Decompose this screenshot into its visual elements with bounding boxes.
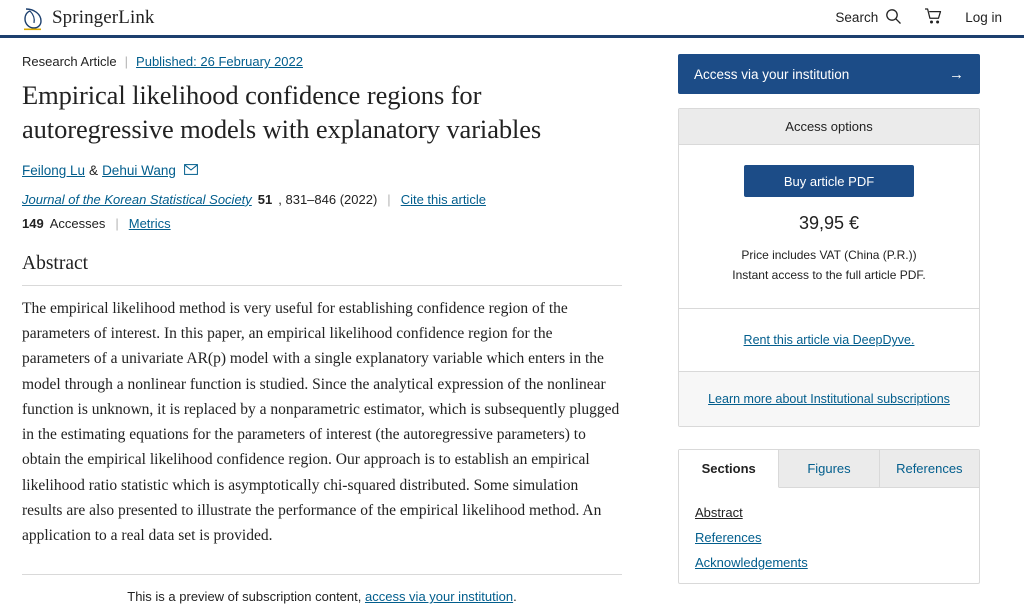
access-via-institution-button[interactable]: [678, 54, 980, 94]
access-options-title: Access options: [679, 109, 979, 145]
rent-article-block: [679, 309, 979, 372]
journal-name-link[interactable]: Journal of the Korean Statistical Society: [22, 191, 252, 207]
abstract-heading: Abstract: [22, 253, 622, 286]
article-sidebar: [678, 54, 980, 604]
search-label: Search: [835, 10, 879, 25]
author-link-2[interactable]: Dehui Wang: [102, 162, 176, 178]
springerlink-logo[interactable]: [22, 7, 155, 29]
section-link-acknowledgements[interactable]: [695, 550, 963, 575]
preview-suffix: .: [513, 589, 517, 605]
article-price: 39,95 €: [798, 213, 860, 233]
journal-volume: 51: [257, 191, 273, 207]
learn-more-subscriptions-link[interactable]: Learn more about Institutional subscriptions: [708, 392, 950, 406]
sections-navigation-card: [678, 449, 980, 584]
abstract-text: The empirical likelihood method is very useful for establishing confidence region of the parameters of interest. In this paper, an empirical likelihood confidence region for the parameters of a univariate AR(p) model with a single explanatory variable which enters in the model through a nonlinear function is studied. Since the analytical expression of the nonlinear function is unknown, it is replaced by a nonparametric estimator, which is subsequently plugged in the estimating equations for the parameters of interest (the autoregressive parameters) to obtain the empirical likelihood confidence region. Our approach is to establish an empirical likelihood ratio statistic which is asymptotically chi-squared distributed. Some simulation results are also presented to illustrate the performance of the empirical likelihood method. An application to a real data set is provided.: [22, 299, 620, 545]
tab-references[interactable]: References: [880, 450, 979, 488]
page-title: Empirical likelihood confidence regions for autoregressive models with explanatory variables: [22, 80, 542, 144]
sections-list: [679, 488, 979, 583]
tab-sections[interactable]: Sections: [679, 450, 779, 488]
brand-primary: Springer: [52, 6, 119, 28]
preview-access-link[interactable]: access via your institution: [364, 589, 514, 605]
metrics-divider: |: [115, 215, 119, 231]
citation-divider: |: [387, 191, 391, 207]
meta-divider: |: [124, 54, 129, 69]
search-button[interactable]: [835, 8, 902, 28]
rent-deepdyve-link[interactable]: Rent this article via DeepDyve.: [743, 333, 915, 347]
access-options-card: [678, 108, 980, 427]
section-link-references[interactable]: [695, 525, 963, 550]
cite-article-link[interactable]: Cite this article: [400, 191, 486, 207]
header-actions: [835, 7, 1002, 28]
login-link[interactable]: Log in: [965, 10, 1002, 25]
article-main: [22, 54, 622, 604]
subscription-preview-note: [22, 574, 622, 604]
access-button-label: Access via your institution: [694, 66, 850, 82]
shopping-cart-icon[interactable]: [924, 7, 943, 28]
site-header: [0, 0, 1024, 38]
vat-note: Price includes VAT (China (P.R.)): [741, 248, 917, 262]
author-list: [22, 163, 622, 178]
metrics-link[interactable]: Metrics: [128, 215, 171, 231]
journal-citation: [22, 192, 622, 207]
arrow-right-icon: →: [949, 65, 964, 83]
brand-name: [52, 7, 155, 29]
page-body: [0, 38, 1024, 604]
tab-figures[interactable]: Figures: [779, 450, 879, 488]
search-icon[interactable]: [885, 8, 902, 28]
section-link-references-anchor[interactable]: References: [695, 530, 762, 545]
springer-logo-icon: [22, 7, 44, 29]
access-label: Accesses: [49, 215, 106, 231]
section-link-abstract[interactable]: Abstract: [695, 505, 743, 520]
buy-article-pdf-button[interactable]: Buy article PDF: [744, 165, 914, 197]
institutional-subscriptions-block: [679, 372, 979, 426]
published-date-link[interactable]: Published: 26 February 2022: [136, 54, 303, 69]
envelope-icon[interactable]: [184, 163, 198, 178]
author-link-1[interactable]: Feilong Lu: [22, 162, 86, 178]
journal-pages-year: , 831–846 (2022): [278, 191, 378, 207]
section-link-acknowledgements-anchor[interactable]: Acknowledgements: [695, 555, 808, 570]
author-separator: &: [89, 162, 99, 178]
sidebar-tabs: [679, 450, 979, 488]
preview-prefix: This is a preview of subscription content,: [127, 589, 365, 605]
instant-access-note: Instant access to the full article PDF.: [732, 268, 926, 282]
brand-secondary: Link: [118, 6, 155, 28]
buy-article-block: [679, 145, 979, 309]
access-count: 149: [22, 215, 44, 231]
metrics-row: [22, 216, 622, 231]
article-type: Research Article: [22, 54, 117, 69]
article-meta: [22, 54, 622, 69]
